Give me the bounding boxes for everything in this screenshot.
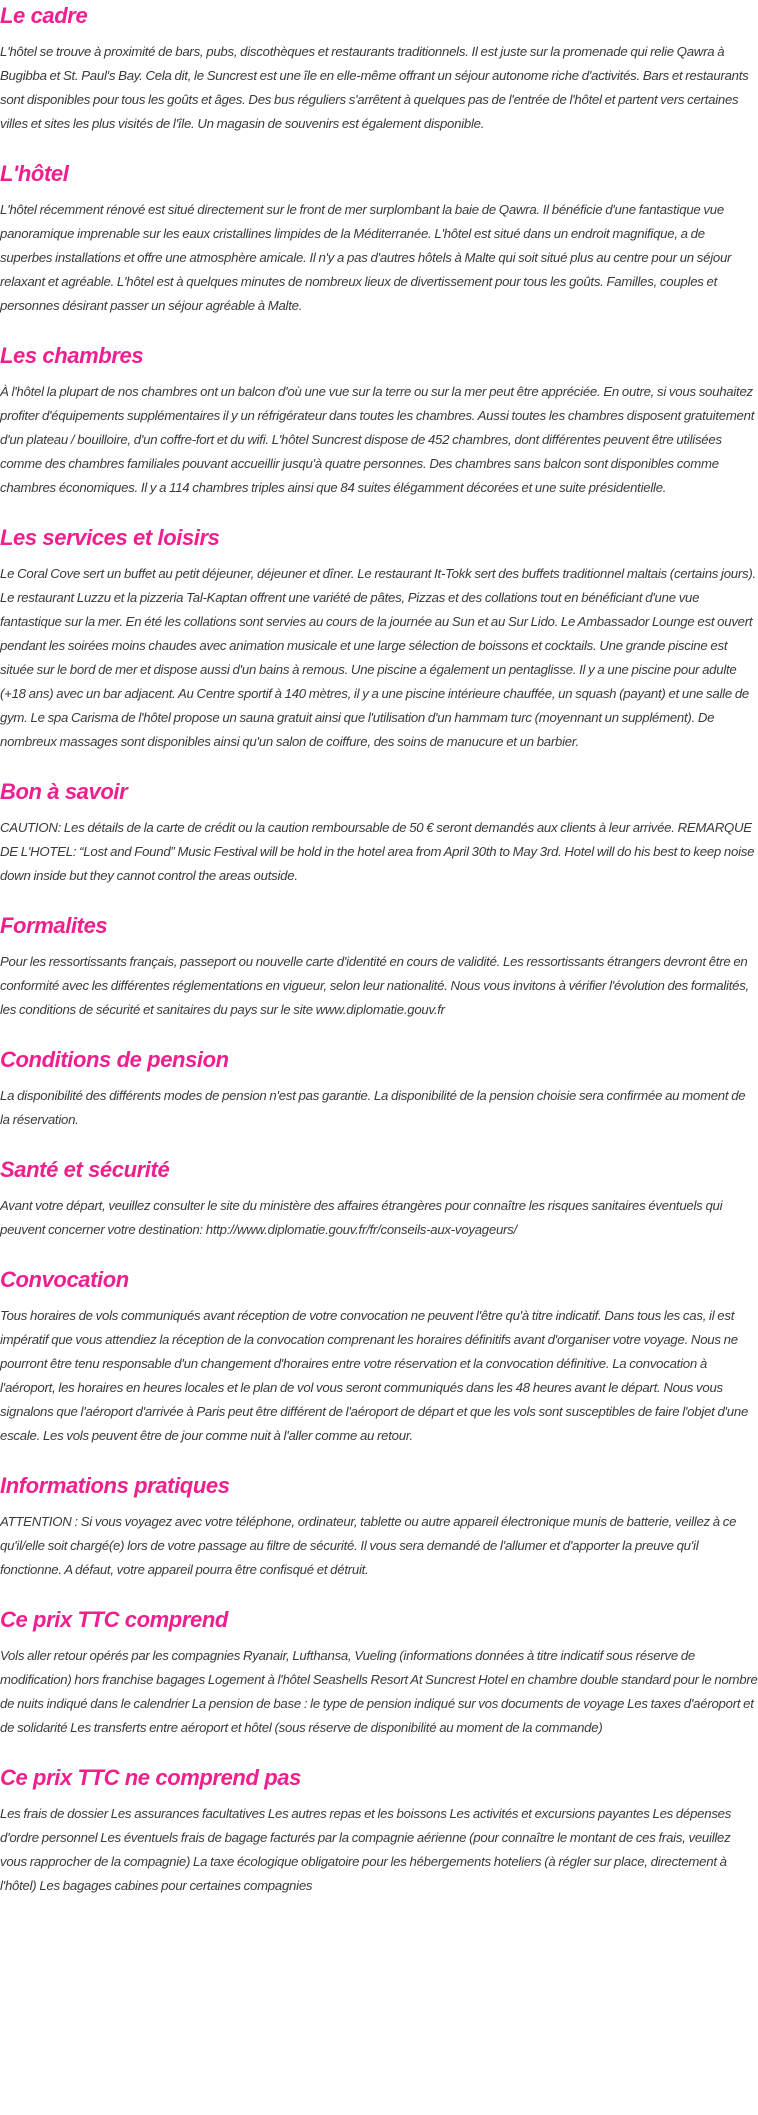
section-title: L'hôtel [0,161,69,186]
section-informations-pratiques [0,1470,758,1582]
section-title: Le cadre [0,3,88,28]
section-title: Les services et loisirs [0,525,220,550]
section-body: La disponibilité des différents modes de pension n'est pas garantie. La disponibilité de la pension choisie sera confirmée au moment de la réservation. [0,1088,746,1127]
section-body: Pour les ressortissants français, passeport ou nouvelle carte d'identité en cours de validité. Les ressortissants étrangers devront être en conformité avec les différentes réglementations en vigueur, selon leur nationalité. Nous vous invitons à vérifier l'évolution des formalités, les conditions de sécurité et sanitaires du pays sur le site www.diplomatie.gouv.fr [0,954,749,1017]
section-services-loisirs [0,522,758,754]
section-title: Les chambres [0,343,144,368]
section-title: Santé et sécurité [0,1157,170,1182]
section-prix-ne-comprend-pas [0,1762,758,1898]
section-body: ATTENTION : Si vous voyagez avec votre téléphone, ordinateur, tablette ou autre appareil électronique munis de batterie, veillez à ce qu'il/elle soit chargé(e) lors de votre passage au filtre de sécurité. Il vous sera demandé de l'allumer et d'apporter la preuve qu'il fonctionne. A défaut, votre appareil pourra être confisqué et détruit. [0,1514,737,1577]
section-bon-a-savoir [0,776,758,888]
section-body: Avant votre départ, veuillez consulter le site du ministère des affaires étrangères pour connaître les risques sanitaires éventuels qui peuvent concerner votre destination: http://www.diplomatie.gouv.fr/fr/conseils-aux-voyageurs/ [0,1198,723,1237]
section-les-chambres [0,340,758,500]
section-l-hotel [0,158,758,318]
section-body: L'hôtel se trouve à proximité de bars, pubs, discothèques et restaurants traditionnels. Il est juste sur la promenade qui relie Qawra à Bugibba et St. Paul's Bay. Cela dit, le Suncrest est une île en elle-même offrant un séjour autonome riche d'activités. Bars et restaurants sont disponibles pour tous les goûts et âges. Des bus réguliers s'arrêtent à quelques pas de l'entrée de l'hôtel et partent vers certaines villes et sites les plus visités de l'île. Un magasin de souvenirs est également disponible. [0,44,749,131]
section-title: Informations pratiques [0,1473,230,1498]
section-body: Vols aller retour opérés par les compagnies Ryanair, Lufthansa, Vueling (informations données à titre indicatif sous réserve de modification) hors franchise bagages Logement à l'hôtel Seashells Resort At Suncrest Hotel en chambre double standard pour le nombre de nuits indiqué dans le calendrier La pension de base : le type de pension indiqué sur vos documents de voyage Les taxes d'aéroport et de solidarité Les transferts entre aéroport et hôtel (sous réserve de disponibilité au moment de la commande) [0,1648,758,1735]
section-conditions-pension [0,1044,758,1132]
section-title: Formalites [0,913,108,938]
section-sante-securite [0,1154,758,1242]
section-prix-comprend [0,1604,758,1740]
section-title: Ce prix TTC comprend [0,1607,228,1632]
section-body: Le Coral Cove sert un buffet au petit déjeuner, déjeuner et dîner. Le restaurant It-Tokk sert des buffets traditionnel maltais (certains jours). Le restaurant Luzzu et la pizzeria Tal-Kaptan offrent une variété de pâtes, Pizzas et des collations tout en bénéficiant d'une vue fantastique sur la mer. En été les collations sont servies au cours de la journée au Sun et au Sur Lido. Le Ambassador Lounge est ouvert pendant les soirées moins chaudes avec animation musicale et une large sélection de boissons et cocktails. Une grande piscine est située sur le bord de mer et dispose aussi d'un bains à remous. Une piscine a également un pentaglisse. Il y a une piscine pour adulte (+18 ans) avec un bar adjacent. Au Centre sportif à 140 mètres, il y a une piscine intérieure chauffée, un squash (payant) et une salle de gym. Le spa Carisma de l'hôtel propose un sauna gratuit ainsi que l'utilisation d'un hammam turc (moyennant un supplément). De nombreux massages sont disponibles ainsi qu'un salon de coiffure, des soins de manucure et un barbier. [0,566,756,749]
section-title: Ce prix TTC ne comprend pas [0,1765,301,1790]
section-body: L'hôtel récemment rénové est situé directement sur le front de mer surplombant la baie de Qawra. Il bénéficie d'une fantastique vue panoramique imprenable sur les eaux cristallines limpides de la Méditerranée. L'hôtel est situé dans un endroit magnifique, a de superbes installations et offre une atmosphère amicale. Il n'y a pas d'autres hôtels à Malte qui soit situé plus au centre pour un séjour relaxant et agréable. L'hôtel est à quelques minutes de nombreux lieux de divertissement pour tous les goûts. Familles, couples et personnes désirant passer un séjour agréable à Malte. [0,202,732,313]
section-formalites [0,910,758,1022]
section-title: Bon à savoir [0,779,128,804]
section-body: Les frais de dossier Les assurances facultatives Les autres repas et les boissons Les activités et excursions payantes Les dépenses d'ordre personnel Les éventuels frais de bagage facturés par la compagnie aérienne (pour connaître le montant de ces frais, veuillez vous rapprocher de la compagnie) La taxe écologique obligatoire pour les hébergements hoteliers (à régler sur place, directement à l'hôtel) Les bagages cabines pour certaines compagnies [0,1806,732,1893]
section-title: Convocation [0,1267,129,1292]
section-convocation [0,1264,758,1448]
section-body: CAUTION: Les détails de la carte de crédit ou la caution remboursable de 50 € seront demandés aux clients à leur arrivée. REMARQUE DE L'HOTEL: “Lost and Found” Music Festival will be hold in the hotel area from April 30th to May 3rd. Hotel will do his best to keep noise down inside but they cannot control the areas outside. [0,820,755,883]
section-body: Tous horaires de vols communiqués avant réception de votre convocation ne peuvent l'être qu'à titre indicatif. Dans tous les cas, il est impératif que vous attendiez la réception de la convocation comprenant les horaires définitifs avant d'organiser votre voyage. Nous ne pourront être tenu responsable d'un changement d'horaires entre votre réservation et la convocation définitive. La convocation à l'aéroport, les horaires en heures locales et le plan de vol vous seront communiqués dans les 48 heures avant le départ. Nous vous signalons que l'aéroport d'arrivée à Paris peut être différent de l'aéroport de départ et que les vols sont susceptibles de faire l'objet d'une escale. Les vols peuvent être de jour comme nuit à l'aller comme au retour. [0,1308,749,1443]
section-le-cadre [0,0,758,136]
section-body: À l'hôtel la plupart de nos chambres ont un balcon d'où une vue sur la terre ou sur la mer peut être appréciée. En outre, si vous souhaitez profiter d'équipements supplémentaires il y un réfrigérateur dans toutes les chambres. Aussi toutes les chambres disposent gratuitement d'un plateau / bouilloire, d'un coffre-fort et du wifi. L'hôtel Suncrest dispose de 452 chambres, dont différentes peuvent être utilisées comme des chambres familiales pouvant accueillir jusqu'à quatre personnes. Des chambres sans balcon sont disponibles comme chambres économiques. Il y a 114 chambres triples ainsi que 84 suites élégamment décorées et une suite présidentielle. [0,384,755,495]
section-title: Conditions de pension [0,1047,229,1072]
